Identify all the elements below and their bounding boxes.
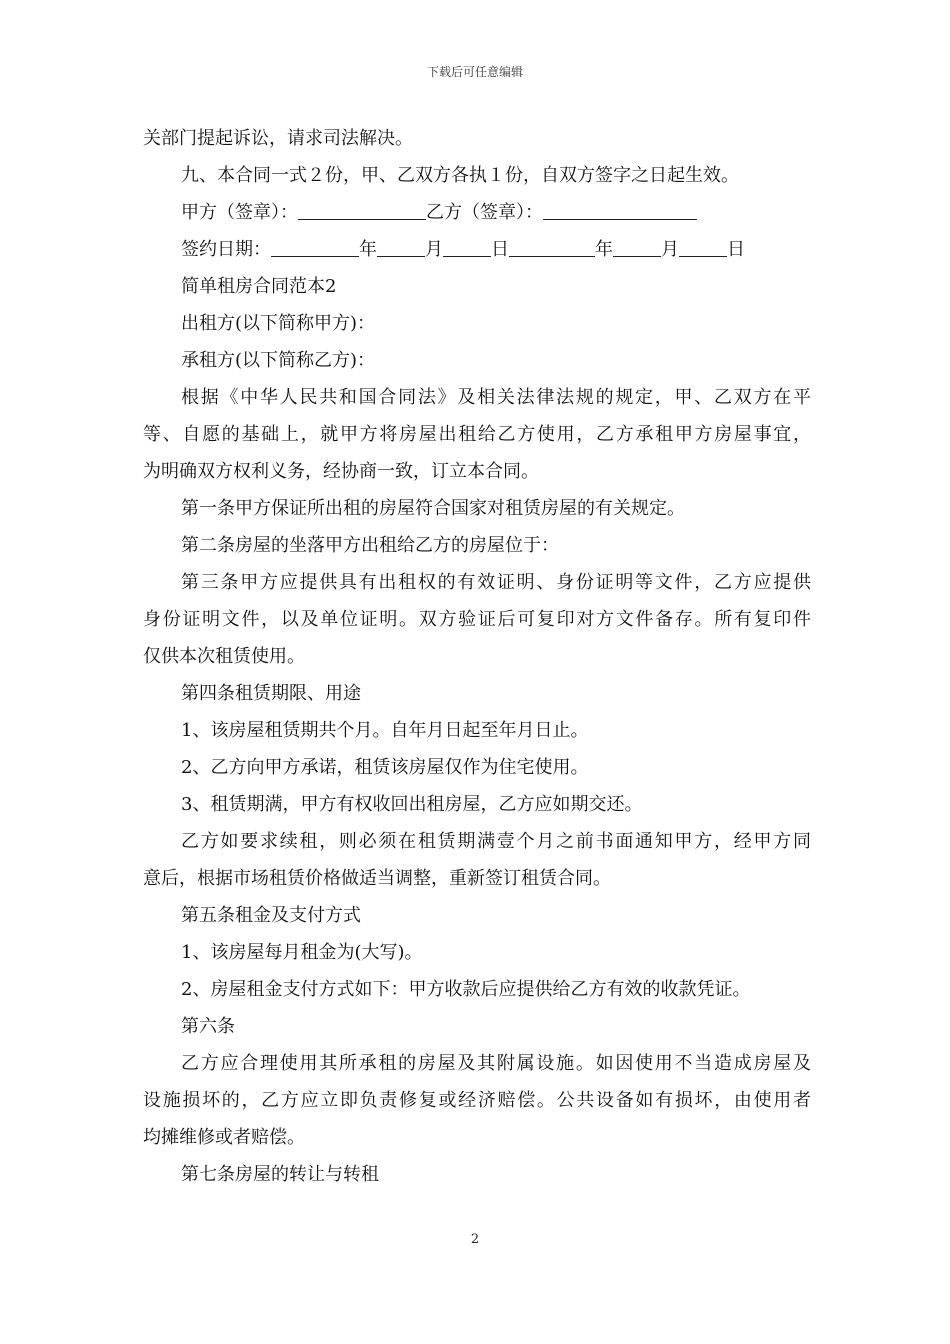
list-item: 2、房屋租金支付方式如下：甲方收款后应提供给乙方有效的收款凭证。 (181, 979, 751, 1000)
article-heading: 第六条 (181, 1016, 235, 1037)
paragraph-line: 九、本合同一式２份，甲、乙双方各执１份，自双方签字之日起生效。 (181, 165, 739, 186)
year-blank[interactable] (271, 238, 359, 257)
document-body (143, 120, 811, 1193)
party-b-sign-blank[interactable] (543, 201, 697, 220)
year-blank-2[interactable] (509, 238, 595, 257)
paragraph-line: 等、自愿的基础上，就甲方将房屋出租给乙方使用，乙方承租甲方房屋事宜， (143, 424, 811, 445)
list-item: 3、租赁期满，甲方有权收回出租房屋，乙方应如期交还。 (181, 794, 643, 815)
article-line: 第三条甲方应提供具有出租权的有效证明、身份证明等文件，乙方应提供 (181, 572, 811, 593)
party-a-sign-label: 甲方（签章）： (181, 202, 298, 223)
month-label-2: 月 (661, 239, 679, 260)
signing-date-line (143, 231, 811, 268)
paragraph-line: 仅供本次租赁使用。 (143, 646, 305, 667)
month-label: 月 (425, 239, 443, 260)
list-item: 2、乙方向甲方承诺，租赁该房屋仅作为住宅使用。 (181, 757, 589, 778)
paragraph-line: 乙方应合理使用其所承租的房屋及其附属设施。如因使用不当造成房屋及 (181, 1053, 811, 1074)
article-heading: 第五条租金及支付方式 (181, 905, 361, 926)
year-label: 年 (359, 239, 377, 260)
article-heading: 第四条租赁期限、用途 (181, 683, 361, 704)
party-b-sign-label: 乙方（签章）： (426, 202, 543, 223)
paragraph-line: 为明确双方权利义务，经协商一致，订立本合同。 (143, 461, 539, 482)
paragraph-line: 身份证明文件，以及单位证明。双方验证后可复印对方文件备存。所有复印件 (143, 609, 811, 630)
day-blank[interactable] (443, 238, 491, 257)
month-blank-2[interactable] (613, 238, 661, 257)
lessor-line: 出租方(以下简称甲方)： (181, 313, 376, 334)
year-label-2: 年 (595, 239, 613, 260)
paragraph-line: 意后，根据市场租赁价格做适当调整，重新签订租赁合同。 (143, 868, 611, 889)
list-item: 1、该房屋租赁期共个月。自年月日起至年月日止。 (181, 720, 589, 741)
article-heading: 第七条房屋的转让与转租 (181, 1164, 379, 1185)
paragraph-line: 设施损坏的，乙方应立即负责修复或经济赔偿。公共设备如有损坏，由使用者 (143, 1090, 811, 1111)
list-item: 1、该房屋每月租金为(大写)。 (181, 942, 423, 963)
party-a-sign-blank[interactable] (298, 201, 426, 220)
day-blank-2[interactable] (679, 238, 727, 257)
day-label: 日 (491, 239, 509, 260)
article-line: 第一条甲方保证所出租的房屋符合国家对租赁房屋的有关规定。 (181, 498, 685, 519)
day-label-2: 日 (727, 239, 745, 260)
paragraph-line: 关部门提起诉讼，请求司法解决。 (143, 128, 413, 149)
article-line: 第二条房屋的坐落甲方出租给乙方的房屋位于： (181, 535, 559, 556)
paragraph-line: 根据《中华人民共和国合同法》及相关法律法规的规定，甲、乙双方在平 (181, 387, 811, 408)
page-header: 下载后可任意编辑 (426, 65, 523, 79)
section-title: 简单租房合同范本2 (181, 276, 337, 297)
signing-date-label: 签约日期： (181, 239, 271, 260)
signature-line (143, 194, 811, 231)
paragraph-line: 乙方如要求续租，则必须在租赁期满壹个月之前书面通知甲方，经甲方同 (181, 831, 811, 852)
page-number: 2 (470, 1232, 480, 1247)
paragraph-line: 均摊维修或者赔偿。 (143, 1127, 305, 1148)
lessee-line: 承租方(以下简称乙方)： (181, 350, 376, 371)
month-blank[interactable] (377, 238, 425, 257)
